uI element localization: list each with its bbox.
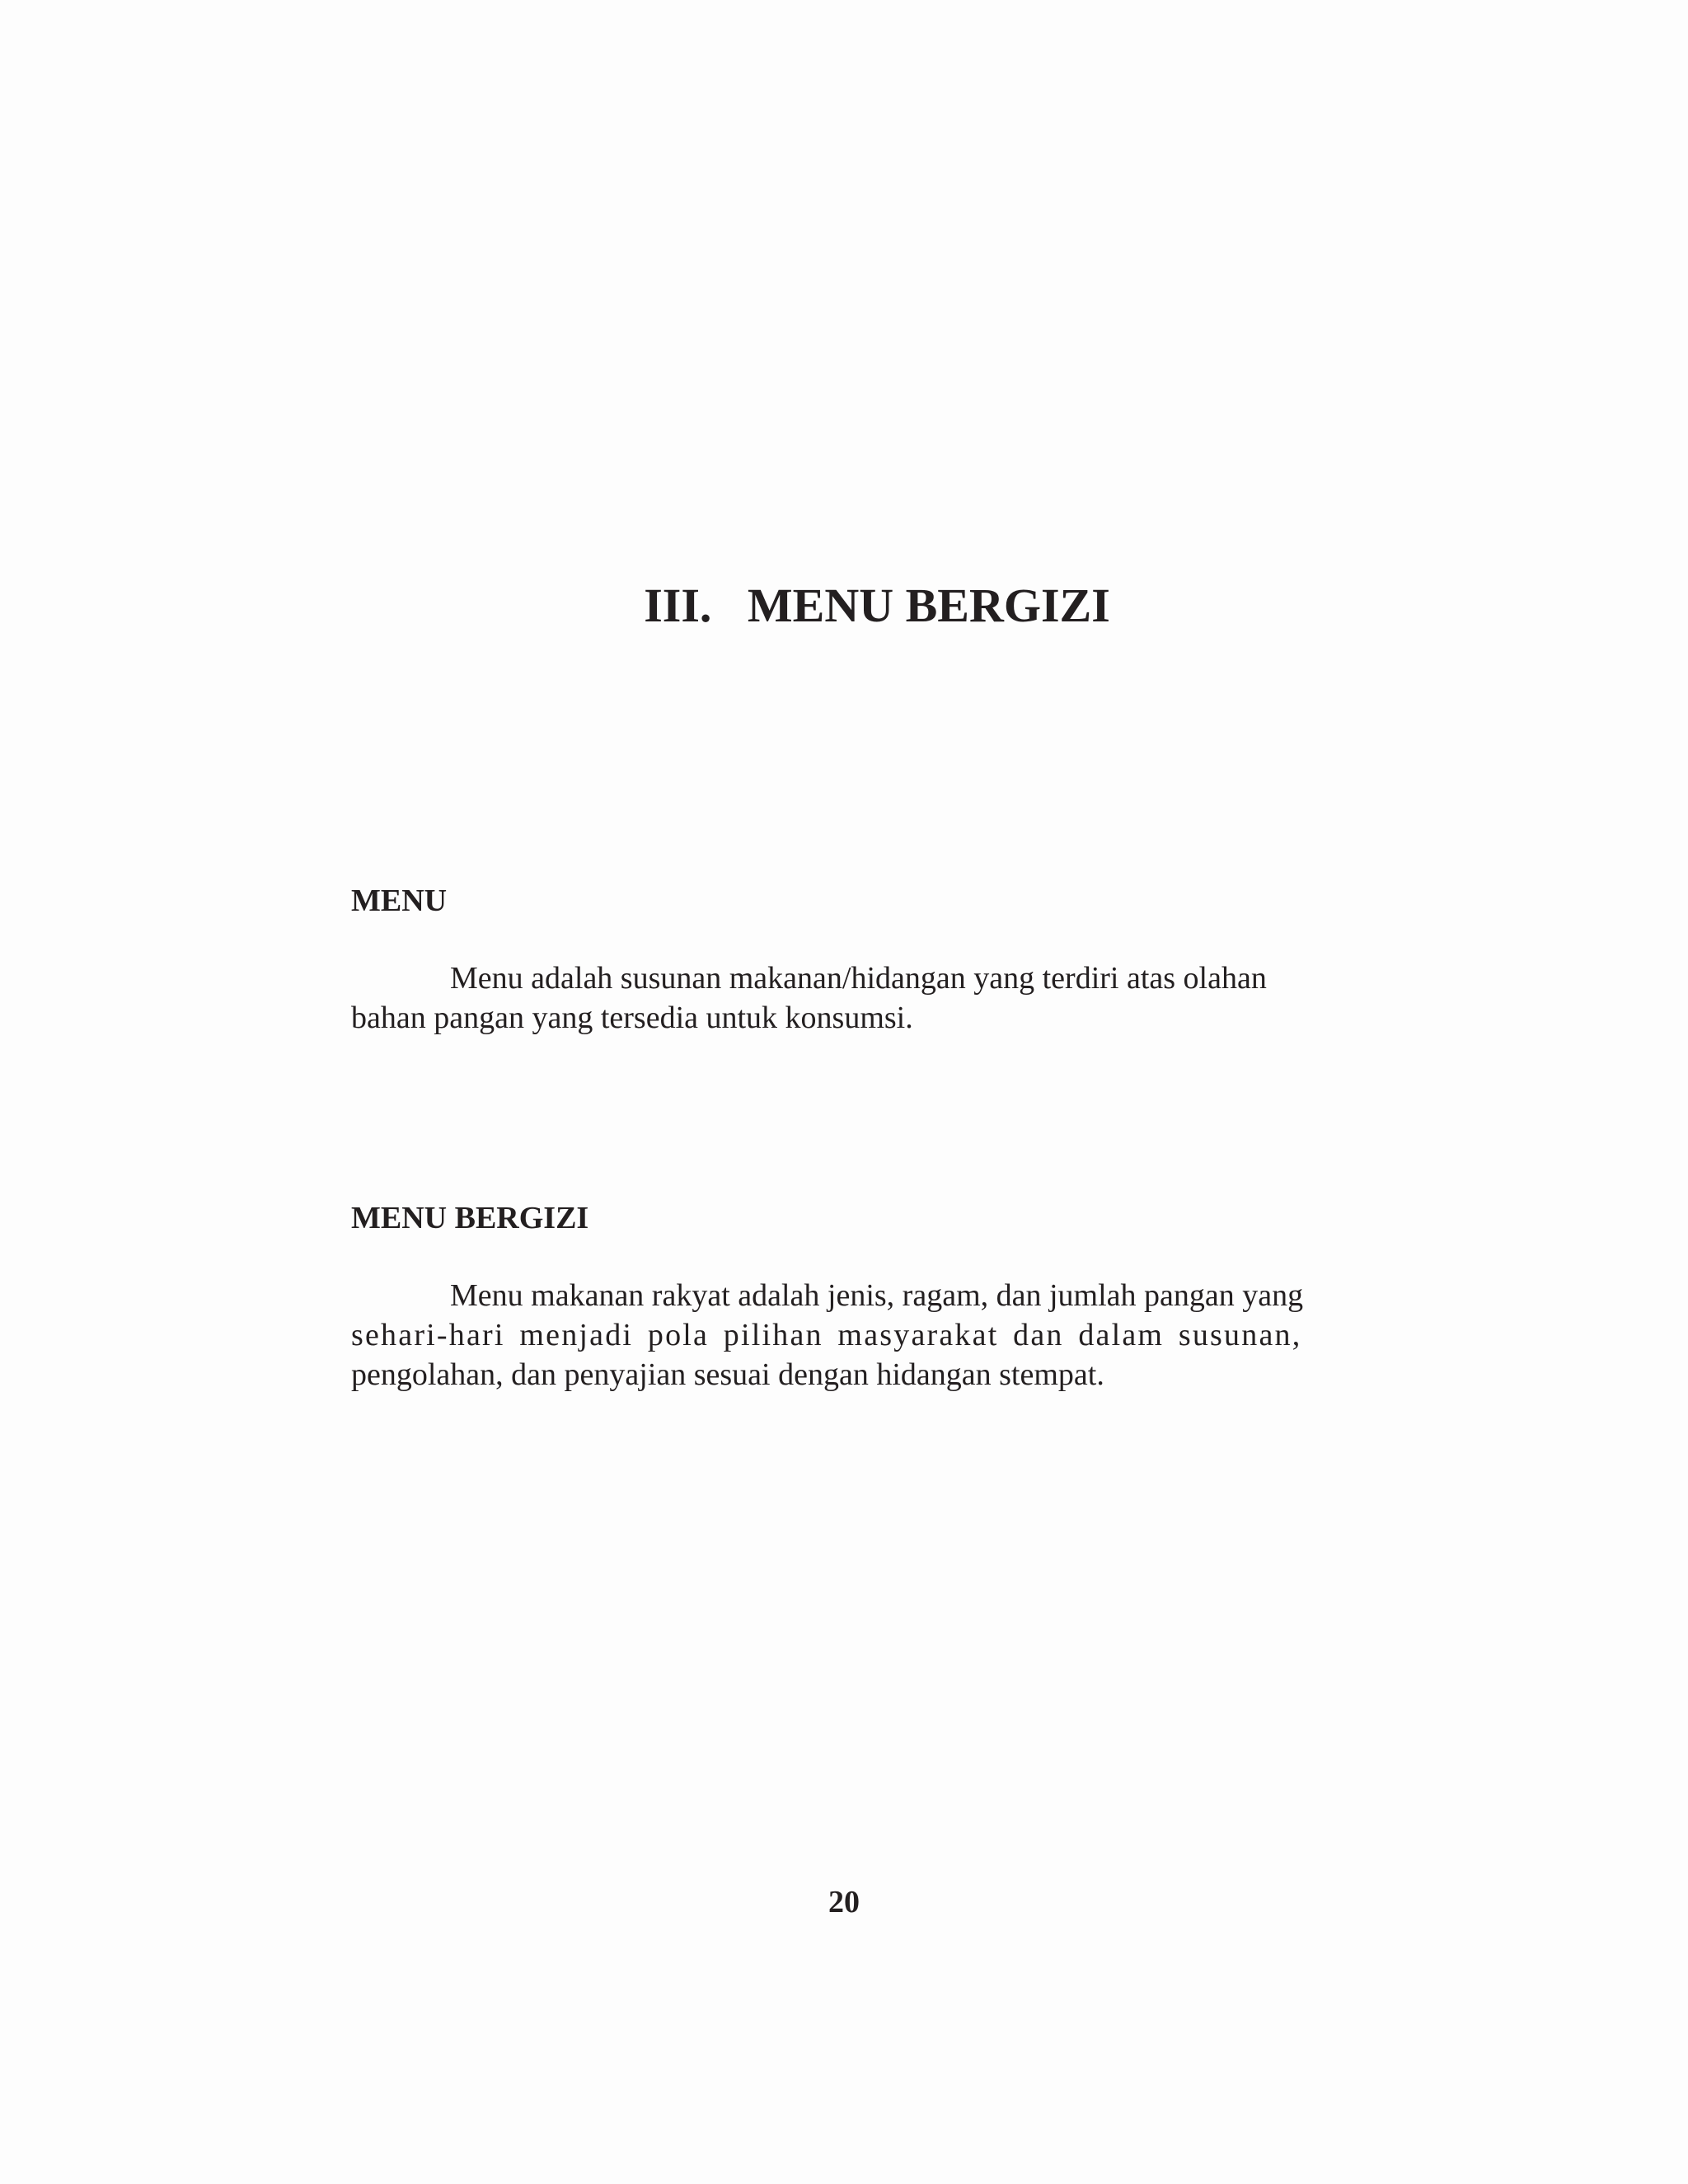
- chapter-title: III. MENU BERGIZI: [644, 579, 1110, 632]
- page-number: 20: [828, 1885, 860, 1919]
- paragraph-line: sehari-hari menjadi pola pilihan masyarakat dan dalam susunan,: [351, 1318, 1302, 1352]
- paragraph-menu-definition: [351, 958, 1305, 1038]
- paragraph-menu-bergizi-definition: [351, 1276, 1305, 1394]
- section-heading-menu-bergizi: MENU BERGIZI: [351, 1201, 589, 1235]
- paragraph-line: bahan pangan yang tersedia untuk konsumsi.: [351, 1001, 913, 1035]
- paragraph-line: Menu makanan rakyat adalah jenis, ragam, dan jumlah pangan yang: [450, 1278, 1304, 1313]
- paragraph-line: pengolahan, dan penyajian sesuai dengan hidangan stempat.: [351, 1357, 1104, 1392]
- paragraph-line: Menu adalah susunan makanan/hidangan yang terdiri atas olahan: [450, 961, 1267, 996]
- section-heading-menu: MENU: [351, 883, 448, 918]
